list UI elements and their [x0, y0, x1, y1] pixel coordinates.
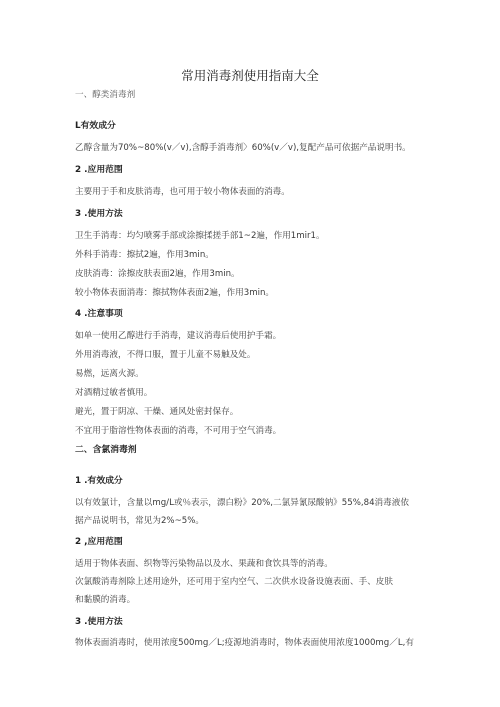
subheading-scope: 2 ,应用范围: [75, 537, 123, 547]
text-line: 适用于物体表面、织物等污染物品以及水、果蔬和食饮具等的消毒。: [75, 559, 333, 569]
text-line: 物体表面消毒时，使用浓度500mg／L;疫源地消毒时，物体表面使用浓度1000mg／L,有: [75, 638, 414, 648]
text-line: 不宜用于脂溶性物体表面的消毒，不可用于空气消毒。: [75, 426, 282, 436]
section-heading-chlorine: 二、含氯消毒剂: [75, 445, 137, 455]
text-line: 卫生手消毒：均匀喷雾手部或涂擦揉搓手部1~2遍，作用1mir1。: [75, 231, 325, 241]
subheading-ingredients: 1 .有效成分: [75, 476, 123, 486]
text-line: 如单一使用乙醇进行手消毒，建议消毒后使用护手霜。: [75, 331, 282, 341]
subheading-usage: 3 .使用方法: [75, 209, 123, 219]
text-line: 和黏膜的消毒。: [75, 595, 136, 605]
subheading-usage: 3 .使用方法: [75, 617, 123, 627]
text-line: 皮肤消毒：涂擦皮肤表面2遍，作用3min。: [75, 269, 240, 279]
text-line: 据产品说明书，常见为2%~5%。: [75, 516, 204, 526]
text-line: 次氯酸消毒剂除上述用途外，还可用于室内空气、二次供水设备设施表面、手、皮肤: [75, 577, 393, 587]
text-line: 较小物体表面消毒：擦拭物体表面2遍，作用3min。: [75, 288, 275, 298]
text-line: 易燃，远离火源。: [75, 369, 144, 379]
text-line: 外科手消毒：擦拭2遍，作用3min。: [75, 250, 214, 260]
section-heading-alcohol: 一、醇类消毒剂: [75, 90, 136, 100]
subheading-ingredients: L有效成分: [75, 121, 116, 131]
text-line: 避光，置于阴凉、干燥、通风处密封保存。: [75, 407, 239, 417]
subheading-scope: 2 .应用范围: [75, 165, 123, 175]
text-line: 外用消毒液，不得口服，置于儿童不易触及处。: [75, 350, 256, 360]
text-line: 乙醇含量为70%~80%(v／v),含醇手消毒剂〉60%(v／v),复配产品可依据产品说明书。: [75, 143, 411, 153]
text-line: 主要用于手和皮肤消毒，也可用于较小物体表面的消毒。: [75, 187, 290, 197]
page-title: 常用消毒剂使用指南大全: [181, 68, 319, 83]
text-line: 对酒精过敏者慎用。: [75, 388, 153, 398]
subheading-notes: 4 .注意事项: [75, 309, 123, 319]
text-line: 以有效氯计，含量以mg/L或％表示，漂白粉》20%,二氯异氰尿酸钠》55%,84消毒液依: [75, 498, 409, 508]
